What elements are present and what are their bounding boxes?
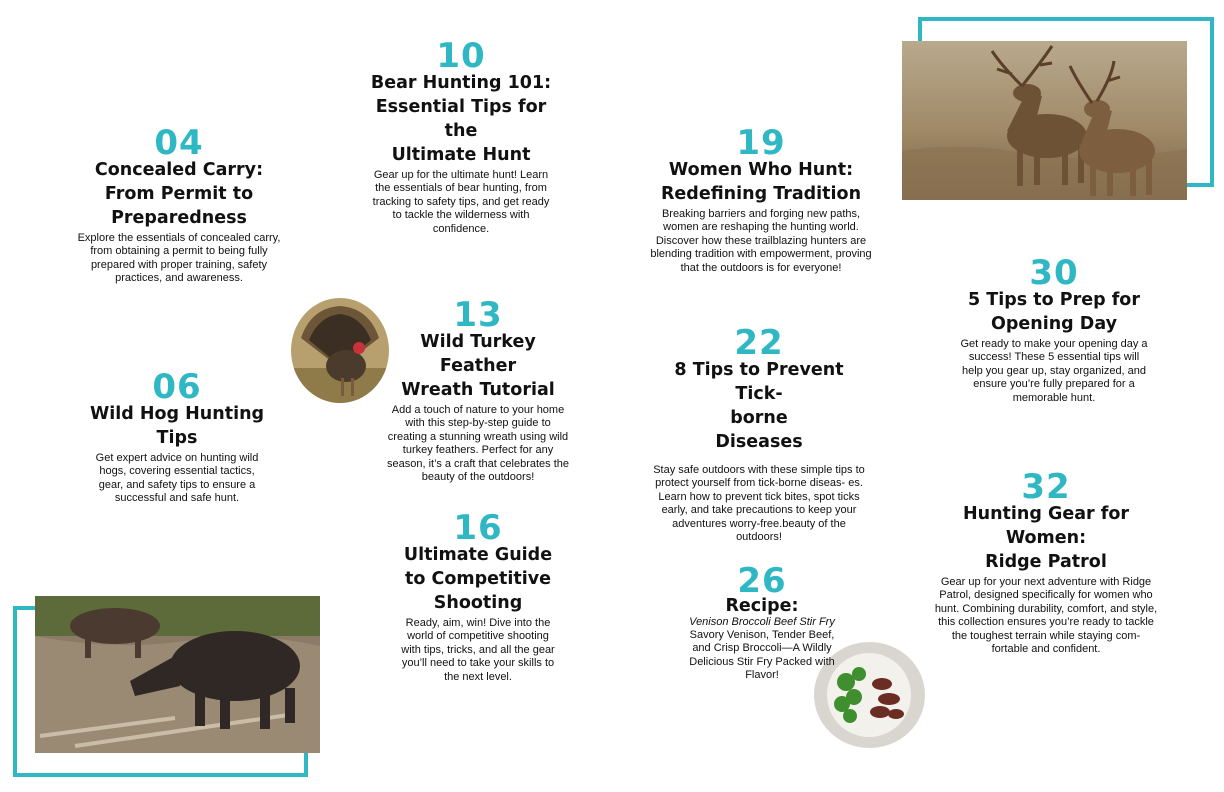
deer-photo: [902, 41, 1187, 200]
page-number: 13: [453, 295, 503, 335]
article-title: Wild Hog Hunting Tips: [89, 404, 265, 448]
page-number: 22: [734, 323, 784, 363]
article-description: Ready, aim, win! Dive into the world of competitive shooting with tips, tricks, and all the gear you’ll need to take your skills to the next level.: [401, 617, 555, 683]
page-number: 04: [154, 123, 204, 163]
page-number: 10: [436, 36, 486, 76]
article-title: Concealed Carry: From Permit to Preparedness: [94, 160, 264, 228]
article-description: Get expert advice on hunting wild hogs, covering essential tactics, gear, and safety tips to ensure a successful and safe hunt.: [95, 452, 259, 505]
article-title: Wild Turkey Feather Wreath Tutorial: [401, 332, 555, 400]
article-description: Stay safe outdoors with these simple tips to protect yourself from tick-borne diseas- es. Learn how to prevent tick bites, spot ticks early, and take precautions to keep your adventures worry-free.beauty of the outdoors!: [653, 464, 865, 544]
article-30[interactable]: [950, 253, 1158, 405]
article-title: Hunting Gear for Women: Ridge Patrol: [962, 504, 1130, 572]
article-26[interactable]: [680, 561, 844, 683]
page-number: 26: [737, 561, 787, 601]
article-description: Gear up for your next adventure with Ridge Patrol, designed specifically for women who hunt. Combining durability, comfort, and style, this collection ensures you’re ready to tackle the toughest terrain while staying com- fortable and confident.: [934, 576, 1158, 656]
page-number: 30: [1029, 253, 1079, 293]
article-description: Savory Venison, Tender Beef, and Crisp Broccoli—A Wildly Delicious Stir Fry Packed with Flavor!: [689, 629, 835, 682]
recipe-subtitle: Venison Broccoli Beef Stir Fry: [689, 616, 835, 628]
article-32[interactable]: [928, 467, 1164, 656]
article-title: 8 Tips to Prevent Tick- borne Diseases: [674, 360, 844, 452]
article-title: Recipe:: [725, 596, 799, 616]
article-title: 5 Tips to Prep for Opening Day: [968, 290, 1140, 334]
page-number: 16: [453, 508, 503, 548]
article-title: Bear Hunting 101: Essential Tips for the Ultimate Hunt: [370, 73, 552, 165]
article-description: Add a touch of nature to your home with this step-by-step guide to creating a stunning wreath using wild turkey feathers. Perfect for any season, it’s a craft that celebrates the beauty of the outdoors!: [386, 404, 569, 484]
article-10[interactable]: [362, 36, 560, 236]
turkey-photo: [291, 298, 389, 403]
page-number: 19: [736, 123, 786, 163]
article-04[interactable]: [70, 123, 288, 286]
article-title: Ultimate Guide to Competitive Shooting: [403, 545, 553, 613]
page-number: 32: [1021, 467, 1071, 507]
article-13[interactable]: [386, 295, 570, 484]
article-06[interactable]: [83, 367, 271, 506]
article-description: Breaking barriers and forging new paths, women are reshaping the hunting world. Discover how these trailblazing hunters are blending tradition with empowerment, proving that the outdoors is for everyone!: [650, 208, 872, 274]
article-description: Explore the essentials of concealed carry, from obtaining a permit to being fully prepared with proper training, safety practices, and awareness.: [77, 232, 281, 285]
hog-photo: [35, 596, 320, 753]
article-19[interactable]: [650, 123, 872, 275]
article-22[interactable]: [652, 323, 866, 544]
article-description: Gear up for the ultimate hunt! Learn the essentials of bear hunting, from tracking to safety tips, and get ready to tackle the wilderness with confidence.: [372, 169, 550, 235]
page-number: 06: [152, 367, 202, 407]
article-title: Women Who Hunt: Redefining Tradition: [660, 160, 862, 204]
article-16[interactable]: [386, 508, 570, 684]
article-description: Get ready to make your opening day a success! These 5 essential tips will help you gear up, stay organized, and ensure you’re fully prepared for a memorable hunt.: [960, 338, 1148, 404]
